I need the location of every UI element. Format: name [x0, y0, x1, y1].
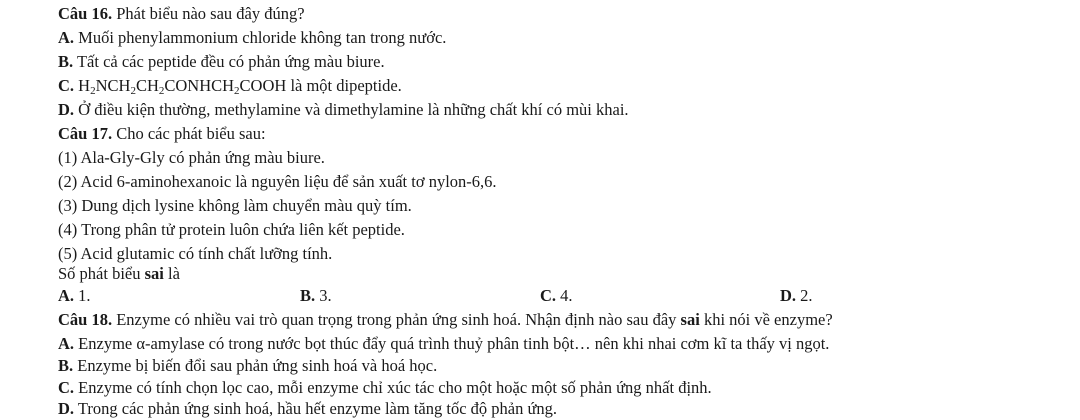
q17-count-prompt: Số phát biểu sai là — [58, 264, 180, 283]
q18-stem: Câu 18. Enzyme có nhiều vai trò quan trọng trong phản ứng sinh hoá. Nhận định nào sau đây sai khi nói về enzyme? — [58, 310, 833, 329]
q17-statement-5: (5) Acid glutamic có tính chất lưỡng tính. — [58, 244, 333, 263]
q16-option-b-label: B. — [58, 52, 74, 71]
q16-option-c-formula: $H_2NCH_2CH_2CONHCH_2COOH$ — [78, 76, 287, 97]
q17-option-a[interactable]: A. 1. — [58, 286, 91, 305]
q18-option-d-text: Trong các phản ứng sinh hoá, hầu hết enzyme làm tăng tốc độ phản ứng. — [77, 399, 558, 418]
q18-option-a-text: Enzyme α-amylase có trong nước bọt thúc đẩy quá trình thuỷ phân tinh bột… nên khi nhai cơm kĩ ta thấy vị ngọt. — [78, 334, 830, 353]
q18-option-d[interactable]: D. Trong các phản ứng sinh hoá, hầu hết enzyme làm tăng tốc độ phản ứng. — [58, 399, 558, 418]
q16-option-d-label: D. — [58, 100, 75, 119]
q18-option-a[interactable]: A. Enzyme α-amylase có trong nước bọt thúc đẩy quá trình thuỷ phân tinh bột… nên khi nhai cơm kĩ ta thấy vị ngọt. — [58, 334, 830, 353]
q18-option-c[interactable]: C. Enzyme có tính chọn lọc cao, mỗi enzyme chỉ xúc tác cho một hoặc một số phản ứng nhất định. — [58, 378, 712, 397]
q16-option-a-label: A. — [58, 28, 75, 47]
q17-emphasis-sai: sai — [144, 264, 164, 283]
q16-option-c[interactable] — [58, 76, 402, 96]
q16-option-c-text: là một dipeptide. — [290, 76, 402, 95]
q17-option-b[interactable]: B. 3. — [300, 286, 332, 305]
q17-option-d[interactable]: D. 2. — [780, 286, 813, 305]
q16-option-c-label: C. — [58, 76, 75, 95]
q17-statement-4: (4) Trong phân tử protein luôn chứa liên kết peptide. — [58, 220, 405, 239]
q17-stem — [58, 124, 266, 144]
q17-option-c[interactable]: C. 4. — [540, 286, 573, 305]
q17-statement-1: (1) Ala-Gly-Gly có phản ứng màu biure. — [58, 148, 325, 167]
q16-option-a[interactable] — [58, 28, 446, 48]
q16-option-d[interactable] — [58, 100, 629, 120]
q16-stem-text: Phát biểu nào sau đây đúng? — [116, 4, 305, 23]
q18-option-c-text: Enzyme có tính chọn lọc cao, mỗi enzyme chỉ xúc tác cho một hoặc một số phản ứng nhất định. — [78, 378, 712, 397]
q17-number: Câu 17. — [58, 124, 113, 143]
q16-option-b[interactable] — [58, 52, 385, 72]
q16-stem — [58, 4, 305, 24]
q18-option-b[interactable]: B. Enzyme bị biến đổi sau phản ứng sinh hoá và hoá học. — [58, 356, 438, 375]
q17-statement-2: (2) Acid 6-aminohexanoic là nguyên liệu để sản xuất tơ nylon-6,6. — [58, 172, 497, 191]
q16-option-d-text: Ở điều kiện thường, methylamine và dimethylamine là những chất khí có mùi khai. — [78, 100, 629, 119]
q16-option-b-text: Tất cả các peptide đều có phản ứng màu biure. — [76, 52, 385, 71]
q17-statement-3: (3) Dung dịch lysine không làm chuyển màu quỳ tím. — [58, 196, 412, 215]
q17-stem-text: Cho các phát biểu sau: — [116, 124, 266, 143]
q18-option-b-text: Enzyme bị biến đổi sau phản ứng sinh hoá và hoá học. — [77, 356, 438, 375]
q18-number: Câu 18. — [58, 310, 113, 329]
q16-option-a-text: Muối phenylammonium chloride không tan trong nước. — [78, 28, 447, 47]
q18-stem-text: Enzyme có nhiều vai trò quan trọng trong phản ứng sinh hoá. Nhận định nào sau đây — [116, 310, 677, 329]
q16-number: Câu 16. — [58, 4, 113, 23]
q18-emphasis-sai: sai — [680, 310, 700, 329]
